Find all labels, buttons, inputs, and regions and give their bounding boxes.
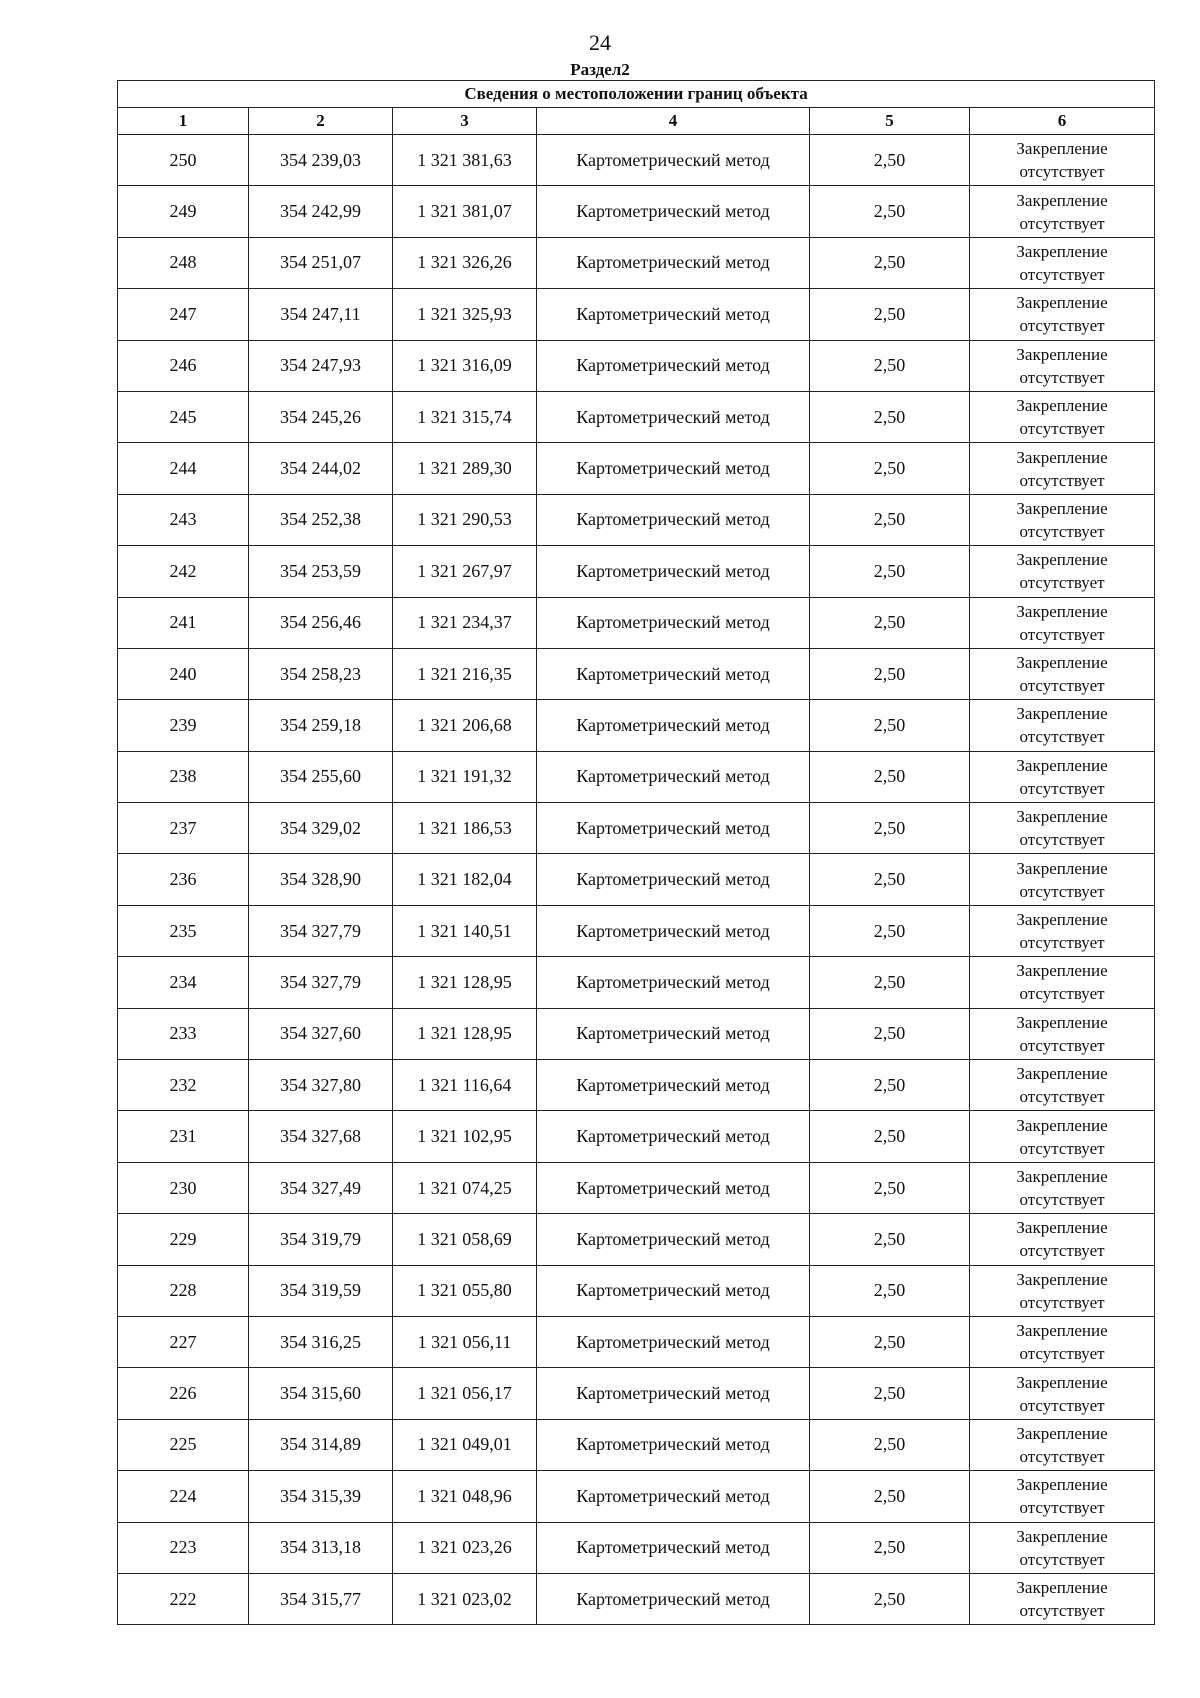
y-coordinate-cell: 1 321 102,95 bbox=[393, 1111, 537, 1162]
fixing-line-1: Закрепление bbox=[1016, 807, 1108, 827]
y-coordinate-cell: 1 321 056,17 bbox=[393, 1368, 537, 1419]
y-coordinate-cell: 1 321 182,04 bbox=[393, 854, 537, 905]
method-cell: Картометрический метод bbox=[537, 957, 810, 1008]
point-number-cell: 223 bbox=[118, 1522, 249, 1573]
fixing-line-2: отсутствует bbox=[1019, 1138, 1105, 1158]
column-number: 6 bbox=[970, 108, 1155, 135]
table-row bbox=[118, 597, 1155, 648]
y-coordinate-cell: 1 321 049,01 bbox=[393, 1419, 537, 1470]
x-coordinate-cell: 354 258,23 bbox=[249, 648, 393, 699]
table-row bbox=[118, 1162, 1155, 1213]
table-caption: Сведения о местоположении границ объекта bbox=[118, 81, 1155, 108]
table-row bbox=[118, 751, 1155, 802]
fixing-description-cell bbox=[970, 1008, 1155, 1059]
x-coordinate-cell: 354 327,80 bbox=[249, 1060, 393, 1111]
fixing-line-2: отсутствует bbox=[1019, 521, 1105, 541]
method-cell: Картометрический метод bbox=[537, 1162, 810, 1213]
fixing-line-2: отсутствует bbox=[1019, 984, 1105, 1004]
fixing-description-cell bbox=[970, 546, 1155, 597]
fixing-description-cell bbox=[970, 289, 1155, 340]
y-coordinate-cell: 1 321 055,80 bbox=[393, 1265, 537, 1316]
x-coordinate-cell: 354 252,38 bbox=[249, 494, 393, 545]
precision-cell: 2,50 bbox=[810, 1471, 970, 1522]
point-number-cell: 247 bbox=[118, 289, 249, 340]
x-coordinate-cell: 354 255,60 bbox=[249, 751, 393, 802]
method-cell: Картометрический метод bbox=[537, 186, 810, 237]
fixing-line-1: Закрепление bbox=[1016, 1578, 1108, 1598]
fixing-line-2: отсутствует bbox=[1019, 1241, 1105, 1261]
precision-cell: 2,50 bbox=[810, 751, 970, 802]
method-cell: Картометрический метод bbox=[537, 237, 810, 288]
point-number-cell: 228 bbox=[118, 1265, 249, 1316]
fixing-description-cell bbox=[970, 854, 1155, 905]
column-number: 4 bbox=[537, 108, 810, 135]
method-cell: Картометрический метод bbox=[537, 751, 810, 802]
table-row bbox=[118, 854, 1155, 905]
fixing-line-1: Закрепление bbox=[1016, 550, 1108, 570]
method-cell: Картометрический метод bbox=[537, 803, 810, 854]
fixing-line-1: Закрепление bbox=[1016, 910, 1108, 930]
fixing-line-2: отсутствует bbox=[1019, 1292, 1105, 1312]
x-coordinate-cell: 354 313,18 bbox=[249, 1522, 393, 1573]
fixing-line-1: Закрепление bbox=[1016, 1423, 1108, 1443]
fixing-description-cell bbox=[970, 1060, 1155, 1111]
fixing-line-1: Закрепление bbox=[1016, 241, 1108, 261]
y-coordinate-cell: 1 321 326,26 bbox=[393, 237, 537, 288]
fixing-line-1: Закрепление bbox=[1016, 653, 1108, 673]
table-row bbox=[118, 1573, 1155, 1624]
y-coordinate-cell: 1 321 206,68 bbox=[393, 700, 537, 751]
y-coordinate-cell: 1 321 289,30 bbox=[393, 443, 537, 494]
table-row bbox=[118, 1111, 1155, 1162]
table-row bbox=[118, 648, 1155, 699]
fixing-line-1: Закрепление bbox=[1016, 139, 1108, 159]
point-number-cell: 239 bbox=[118, 700, 249, 751]
method-cell: Картометрический метод bbox=[537, 1316, 810, 1367]
fixing-line-2: отсутствует bbox=[1019, 316, 1105, 336]
fixing-description-cell bbox=[970, 905, 1155, 956]
fixing-line-1: Закрепление bbox=[1016, 1526, 1108, 1546]
fixing-line-1: Закрепление bbox=[1016, 190, 1108, 210]
precision-cell: 2,50 bbox=[810, 494, 970, 545]
fixing-description-cell bbox=[970, 1419, 1155, 1470]
point-number-cell: 244 bbox=[118, 443, 249, 494]
fixing-line-2: отсутствует bbox=[1019, 778, 1105, 798]
x-coordinate-cell: 354 245,26 bbox=[249, 391, 393, 442]
y-coordinate-cell: 1 321 381,63 bbox=[393, 135, 537, 186]
y-coordinate-cell: 1 321 128,95 bbox=[393, 1008, 537, 1059]
fixing-line-1: Закрепление bbox=[1016, 1218, 1108, 1238]
fixing-line-1: Закрепление bbox=[1016, 858, 1108, 878]
table-row bbox=[118, 957, 1155, 1008]
fixing-line-1: Закрепление bbox=[1016, 961, 1108, 981]
x-coordinate-cell: 354 244,02 bbox=[249, 443, 393, 494]
point-number-cell: 242 bbox=[118, 546, 249, 597]
method-cell: Картометрический метод bbox=[537, 905, 810, 956]
method-cell: Картометрический метод bbox=[537, 391, 810, 442]
fixing-line-1: Закрепление bbox=[1016, 704, 1108, 724]
y-coordinate-cell: 1 321 128,95 bbox=[393, 957, 537, 1008]
point-number-cell: 238 bbox=[118, 751, 249, 802]
y-coordinate-cell: 1 321 216,35 bbox=[393, 648, 537, 699]
column-number: 3 bbox=[393, 108, 537, 135]
x-coordinate-cell: 354 251,07 bbox=[249, 237, 393, 288]
fixing-line-2: отсутствует bbox=[1019, 830, 1105, 850]
point-number-cell: 225 bbox=[118, 1419, 249, 1470]
method-cell: Картометрический метод bbox=[537, 494, 810, 545]
point-number-cell: 230 bbox=[118, 1162, 249, 1213]
fixing-description-cell bbox=[970, 186, 1155, 237]
fixing-line-2: отсутствует bbox=[1019, 881, 1105, 901]
x-coordinate-cell: 354 239,03 bbox=[249, 135, 393, 186]
fixing-line-2: отсутствует bbox=[1019, 1446, 1105, 1466]
y-coordinate-cell: 1 321 056,11 bbox=[393, 1316, 537, 1367]
y-coordinate-cell: 1 321 191,32 bbox=[393, 751, 537, 802]
point-number-cell: 233 bbox=[118, 1008, 249, 1059]
fixing-line-1: Закрепление bbox=[1016, 1115, 1108, 1135]
fixing-line-2: отсутствует bbox=[1019, 264, 1105, 284]
point-number-cell: 250 bbox=[118, 135, 249, 186]
method-cell: Картометрический метод bbox=[537, 443, 810, 494]
precision-cell: 2,50 bbox=[810, 1419, 970, 1470]
fixing-line-1: Закрепление bbox=[1016, 755, 1108, 775]
precision-cell: 2,50 bbox=[810, 1368, 970, 1419]
column-number-row bbox=[118, 108, 1155, 135]
point-number-cell: 245 bbox=[118, 391, 249, 442]
method-cell: Картометрический метод bbox=[537, 700, 810, 751]
fixing-description-cell bbox=[970, 494, 1155, 545]
x-coordinate-cell: 354 314,89 bbox=[249, 1419, 393, 1470]
table-row bbox=[118, 340, 1155, 391]
column-number: 1 bbox=[118, 108, 249, 135]
fixing-line-1: Закрепление bbox=[1016, 1269, 1108, 1289]
fixing-description-cell bbox=[970, 648, 1155, 699]
fixing-line-1: Закрепление bbox=[1016, 447, 1108, 467]
fixing-description-cell bbox=[970, 1368, 1155, 1419]
fixing-description-cell bbox=[970, 340, 1155, 391]
precision-cell: 2,50 bbox=[810, 1316, 970, 1367]
fixing-line-2: отсутствует bbox=[1019, 727, 1105, 747]
precision-cell: 2,50 bbox=[810, 597, 970, 648]
point-number-cell: 240 bbox=[118, 648, 249, 699]
method-cell: Картометрический метод bbox=[537, 546, 810, 597]
fixing-description-cell bbox=[970, 1214, 1155, 1265]
table-row bbox=[118, 803, 1155, 854]
table-row bbox=[118, 1008, 1155, 1059]
fixing-description-cell bbox=[970, 237, 1155, 288]
precision-cell: 2,50 bbox=[810, 1162, 970, 1213]
point-number-cell: 237 bbox=[118, 803, 249, 854]
method-cell: Картометрический метод bbox=[537, 135, 810, 186]
fixing-description-cell bbox=[970, 700, 1155, 751]
method-cell: Картометрический метод bbox=[537, 289, 810, 340]
precision-cell: 2,50 bbox=[810, 443, 970, 494]
table-row bbox=[118, 1265, 1155, 1316]
point-number-cell: 235 bbox=[118, 905, 249, 956]
table-row bbox=[118, 905, 1155, 956]
y-coordinate-cell: 1 321 234,37 bbox=[393, 597, 537, 648]
table-row bbox=[118, 443, 1155, 494]
x-coordinate-cell: 354 319,59 bbox=[249, 1265, 393, 1316]
fixing-description-cell bbox=[970, 751, 1155, 802]
fixing-description-cell bbox=[970, 1573, 1155, 1624]
method-cell: Картометрический метод bbox=[537, 854, 810, 905]
precision-cell: 2,50 bbox=[810, 700, 970, 751]
table-row bbox=[118, 186, 1155, 237]
point-number-cell: 229 bbox=[118, 1214, 249, 1265]
point-number-cell: 227 bbox=[118, 1316, 249, 1367]
fixing-line-2: отсутствует bbox=[1019, 676, 1105, 696]
y-coordinate-cell: 1 321 048,96 bbox=[393, 1471, 537, 1522]
precision-cell: 2,50 bbox=[810, 648, 970, 699]
column-number: 2 bbox=[249, 108, 393, 135]
y-coordinate-cell: 1 321 186,53 bbox=[393, 803, 537, 854]
precision-cell: 2,50 bbox=[810, 803, 970, 854]
fixing-line-2: отсутствует bbox=[1019, 162, 1105, 182]
fixing-line-1: Закрепление bbox=[1016, 1321, 1108, 1341]
table-row bbox=[118, 1522, 1155, 1573]
point-number-cell: 232 bbox=[118, 1060, 249, 1111]
y-coordinate-cell: 1 321 325,93 bbox=[393, 289, 537, 340]
precision-cell: 2,50 bbox=[810, 1008, 970, 1059]
fixing-line-1: Закрепление bbox=[1016, 396, 1108, 416]
x-coordinate-cell: 354 327,79 bbox=[249, 957, 393, 1008]
fixing-description-cell bbox=[970, 803, 1155, 854]
table-row bbox=[118, 546, 1155, 597]
table-row bbox=[118, 237, 1155, 288]
fixing-line-1: Закрепление bbox=[1016, 1475, 1108, 1495]
method-cell: Картометрический метод bbox=[537, 1522, 810, 1573]
fixing-description-cell bbox=[970, 1316, 1155, 1367]
method-cell: Картометрический метод bbox=[537, 648, 810, 699]
fixing-line-1: Закрепление bbox=[1016, 498, 1108, 518]
method-cell: Картометрический метод bbox=[537, 1214, 810, 1265]
x-coordinate-cell: 354 329,02 bbox=[249, 803, 393, 854]
precision-cell: 2,50 bbox=[810, 289, 970, 340]
x-coordinate-cell: 354 327,79 bbox=[249, 905, 393, 956]
fixing-line-1: Закрепление bbox=[1016, 293, 1108, 313]
table-row bbox=[118, 1060, 1155, 1111]
fixing-description-cell bbox=[970, 597, 1155, 648]
section-title: Раздел2 bbox=[570, 60, 630, 79]
x-coordinate-cell: 354 319,79 bbox=[249, 1214, 393, 1265]
method-cell: Картометрический метод bbox=[537, 1573, 810, 1624]
fixing-line-2: отсутствует bbox=[1019, 1087, 1105, 1107]
fixing-line-2: отсутствует bbox=[1019, 1035, 1105, 1055]
table-row bbox=[118, 1419, 1155, 1470]
point-number-cell: 234 bbox=[118, 957, 249, 1008]
x-coordinate-cell: 354 253,59 bbox=[249, 546, 393, 597]
x-coordinate-cell: 354 256,46 bbox=[249, 597, 393, 648]
fixing-line-2: отсутствует bbox=[1019, 419, 1105, 439]
fixing-line-2: отсутствует bbox=[1019, 1395, 1105, 1415]
table-row bbox=[118, 1316, 1155, 1367]
fixing-description-cell bbox=[970, 957, 1155, 1008]
x-coordinate-cell: 354 247,93 bbox=[249, 340, 393, 391]
point-number-cell: 224 bbox=[118, 1471, 249, 1522]
fixing-line-2: отсутствует bbox=[1019, 573, 1105, 593]
method-cell: Картометрический метод bbox=[537, 1008, 810, 1059]
point-number-cell: 249 bbox=[118, 186, 249, 237]
method-cell: Картометрический метод bbox=[537, 1471, 810, 1522]
precision-cell: 2,50 bbox=[810, 1573, 970, 1624]
method-cell: Картометрический метод bbox=[537, 1368, 810, 1419]
method-cell: Картометрический метод bbox=[537, 1111, 810, 1162]
fixing-line-2: отсутствует bbox=[1019, 1498, 1105, 1518]
precision-cell: 2,50 bbox=[810, 854, 970, 905]
y-coordinate-cell: 1 321 023,26 bbox=[393, 1522, 537, 1573]
fixing-description-cell bbox=[970, 1265, 1155, 1316]
y-coordinate-cell: 1 321 316,09 bbox=[393, 340, 537, 391]
point-number-cell: 236 bbox=[118, 854, 249, 905]
point-number-cell: 226 bbox=[118, 1368, 249, 1419]
table-row bbox=[118, 289, 1155, 340]
fixing-description-cell bbox=[970, 1111, 1155, 1162]
y-coordinate-cell: 1 321 290,53 bbox=[393, 494, 537, 545]
x-coordinate-cell: 354 259,18 bbox=[249, 700, 393, 751]
y-coordinate-cell: 1 321 267,97 bbox=[393, 546, 537, 597]
x-coordinate-cell: 354 315,60 bbox=[249, 1368, 393, 1419]
x-coordinate-cell: 354 242,99 bbox=[249, 186, 393, 237]
precision-cell: 2,50 bbox=[810, 186, 970, 237]
table-row bbox=[118, 391, 1155, 442]
point-number-cell: 241 bbox=[118, 597, 249, 648]
y-coordinate-cell: 1 321 023,02 bbox=[393, 1573, 537, 1624]
fixing-line-2: отсутствует bbox=[1019, 1601, 1105, 1621]
x-coordinate-cell: 354 327,60 bbox=[249, 1008, 393, 1059]
y-coordinate-cell: 1 321 074,25 bbox=[393, 1162, 537, 1213]
method-cell: Картометрический метод bbox=[537, 597, 810, 648]
y-coordinate-cell: 1 321 381,07 bbox=[393, 186, 537, 237]
x-coordinate-cell: 354 316,25 bbox=[249, 1316, 393, 1367]
fixing-line-1: Закрепление bbox=[1016, 344, 1108, 364]
fixing-line-2: отсутствует bbox=[1019, 367, 1105, 387]
precision-cell: 2,50 bbox=[810, 1214, 970, 1265]
method-cell: Картометрический метод bbox=[537, 340, 810, 391]
table-row bbox=[118, 494, 1155, 545]
precision-cell: 2,50 bbox=[810, 1265, 970, 1316]
fixing-line-2: отсутствует bbox=[1019, 624, 1105, 644]
precision-cell: 2,50 bbox=[810, 391, 970, 442]
x-coordinate-cell: 354 328,90 bbox=[249, 854, 393, 905]
y-coordinate-cell: 1 321 116,64 bbox=[393, 1060, 537, 1111]
fixing-description-cell bbox=[970, 391, 1155, 442]
table-row bbox=[118, 1368, 1155, 1419]
fixing-line-1: Закрепление bbox=[1016, 1167, 1108, 1186]
y-coordinate-cell: 1 321 315,74 bbox=[393, 391, 537, 442]
table-row bbox=[118, 1214, 1155, 1265]
column-number: 5 bbox=[810, 108, 970, 135]
point-number-cell: 231 bbox=[118, 1111, 249, 1162]
x-coordinate-cell: 354 315,77 bbox=[249, 1573, 393, 1624]
fixing-line-1: Закрепление bbox=[1016, 1372, 1108, 1392]
point-number-cell: 246 bbox=[118, 340, 249, 391]
precision-cell: 2,50 bbox=[810, 237, 970, 288]
precision-cell: 2,50 bbox=[810, 1111, 970, 1162]
fixing-line-1: Закрепление bbox=[1016, 1012, 1108, 1032]
fixing-line-2: отсутствует bbox=[1019, 470, 1105, 490]
precision-cell: 2,50 bbox=[810, 1522, 970, 1573]
boundary-coordinates-table bbox=[117, 80, 1155, 1625]
y-coordinate-cell: 1 321 140,51 bbox=[393, 905, 537, 956]
precision-cell: 2,50 bbox=[810, 546, 970, 597]
point-number-cell: 248 bbox=[118, 237, 249, 288]
page-number: 24 bbox=[589, 30, 611, 55]
precision-cell: 2,50 bbox=[810, 1060, 970, 1111]
x-coordinate-cell: 354 247,11 bbox=[249, 289, 393, 340]
fixing-description-cell bbox=[970, 135, 1155, 186]
fixing-description-cell bbox=[970, 1162, 1155, 1213]
x-coordinate-cell: 354 315,39 bbox=[249, 1471, 393, 1522]
method-cell: Картометрический метод bbox=[537, 1419, 810, 1470]
fixing-line-2: отсутствует bbox=[1019, 1549, 1105, 1569]
precision-cell: 2,50 bbox=[810, 957, 970, 1008]
x-coordinate-cell: 354 327,49 bbox=[249, 1162, 393, 1213]
table-row bbox=[118, 700, 1155, 751]
fixing-description-cell bbox=[970, 443, 1155, 494]
fixing-description-cell bbox=[970, 1522, 1155, 1573]
precision-cell: 2,50 bbox=[810, 135, 970, 186]
method-cell: Картометрический метод bbox=[537, 1060, 810, 1111]
fixing-line-2: отсутствует bbox=[1019, 1344, 1105, 1364]
table-row bbox=[118, 1471, 1155, 1522]
fixing-line-2: отсутствует bbox=[1019, 1190, 1105, 1209]
precision-cell: 2,50 bbox=[810, 340, 970, 391]
fixing-description-cell bbox=[970, 1471, 1155, 1522]
fixing-line-1: Закрепление bbox=[1016, 1064, 1108, 1084]
method-cell: Картометрический метод bbox=[537, 1265, 810, 1316]
table-row bbox=[118, 135, 1155, 186]
fixing-line-2: отсутствует bbox=[1019, 213, 1105, 233]
x-coordinate-cell: 354 327,68 bbox=[249, 1111, 393, 1162]
y-coordinate-cell: 1 321 058,69 bbox=[393, 1214, 537, 1265]
point-number-cell: 222 bbox=[118, 1573, 249, 1624]
fixing-line-1: Закрепление bbox=[1016, 601, 1108, 621]
fixing-line-2: отсутствует bbox=[1019, 933, 1105, 953]
point-number-cell: 243 bbox=[118, 494, 249, 545]
precision-cell: 2,50 bbox=[810, 905, 970, 956]
